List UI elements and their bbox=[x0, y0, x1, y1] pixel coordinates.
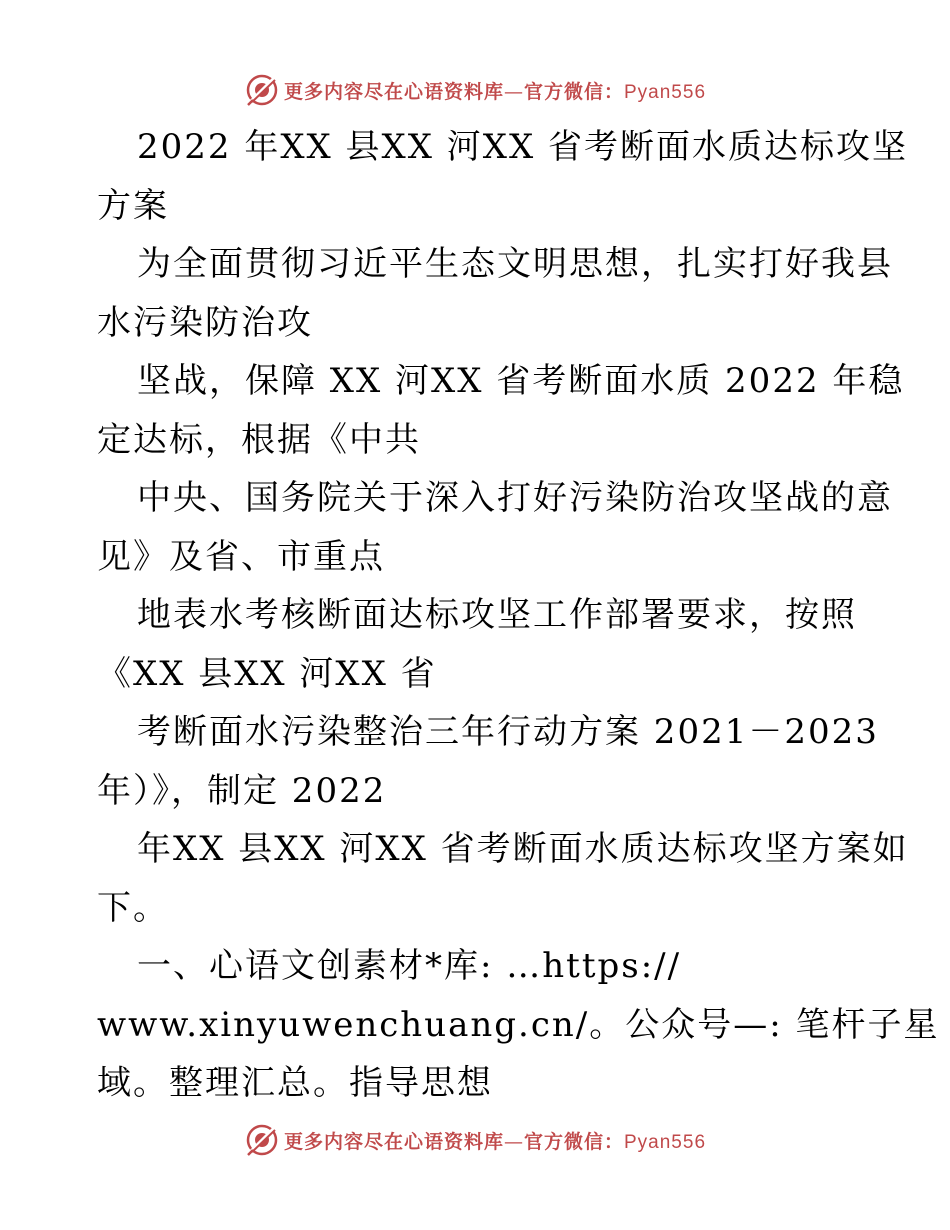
header-banner-title: 更多内容尽在心语资料库 bbox=[283, 80, 504, 103]
footer-banner-text bbox=[284, 1127, 706, 1154]
section-heading-line: 域。整理汇总。指导思想 bbox=[97, 1063, 493, 1103]
footer-banner bbox=[0, 1120, 950, 1160]
paragraph-line: 年）》，制定 2022 bbox=[97, 770, 387, 811]
title-line-2: 方案 bbox=[97, 185, 169, 226]
header-banner-label: 官方微信： bbox=[523, 80, 624, 103]
header-banner-text bbox=[284, 77, 706, 104]
paragraph-line: 下。 bbox=[97, 887, 169, 928]
paragraph-line: 地表水考核断面达标攻坚工作部署要求，按照 bbox=[137, 595, 857, 635]
section-heading-line: www.xinyuwenchuang.cn/。公众号—: 笔杆子星 bbox=[97, 1004, 940, 1045]
paragraph-line: 水污染防治攻 bbox=[97, 302, 313, 343]
document-body bbox=[97, 118, 940, 1113]
header-banner-separator: — bbox=[503, 80, 524, 103]
paragraph-line: 坚战，保障 XX 河XX 省考断面水质 2022 年稳 bbox=[137, 361, 905, 401]
footer-banner-label: 官方微信： bbox=[523, 1130, 624, 1153]
paragraph-line: 为全面贯彻习近平生态文明思想，扎实打好我县 bbox=[137, 244, 893, 284]
pen-logo-icon bbox=[244, 72, 280, 108]
section-heading-line: 一、心语文创素材*库: …https:// bbox=[137, 946, 682, 986]
footer-banner-id: Pyan556 bbox=[624, 1131, 707, 1153]
footer-banner-separator: — bbox=[503, 1130, 524, 1153]
title-line-1: 2022 年XX 县XX 河XX 省考断面水质达标攻坚 bbox=[137, 127, 908, 167]
paragraph-line: 考断面水污染整治三年行动方案 2021－2023 bbox=[137, 712, 879, 752]
header-banner-id: Pyan556 bbox=[624, 81, 707, 103]
paragraph-line: 中央、国务院关于深入打好污染防治攻坚战的意 bbox=[137, 478, 893, 518]
paragraph-line: 《XX 县XX 河XX 省 bbox=[97, 653, 437, 694]
header-banner bbox=[0, 70, 950, 110]
paragraph-line: 年XX 县XX 河XX 省考断面水质达标攻坚方案如 bbox=[137, 829, 909, 869]
paragraph-line: 定达标，根据《中共 bbox=[97, 419, 421, 460]
footer-banner-title: 更多内容尽在心语资料库 bbox=[283, 1130, 504, 1153]
paragraph-line: 见》及省、市重点 bbox=[97, 536, 385, 577]
pen-logo-icon bbox=[244, 1122, 280, 1158]
